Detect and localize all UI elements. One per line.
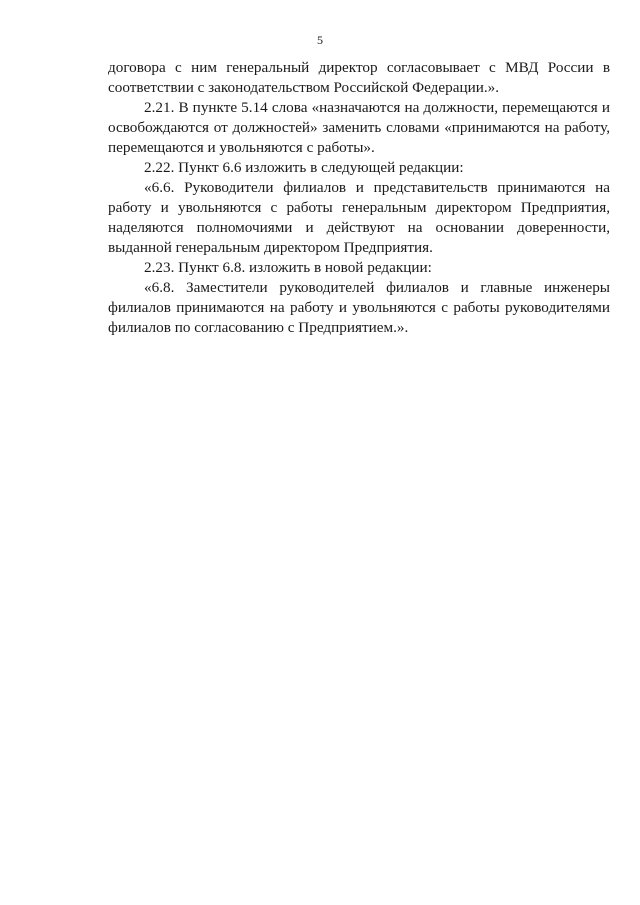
paragraph-continuation: договора с ним генеральный директор согласовывает с МВД России в соответствии с законодательством Российской Федерации.».	[108, 59, 610, 96]
document-body	[108, 58, 610, 338]
page-number: 5	[317, 33, 323, 47]
paragraph-2-21: 2.21. В пункте 5.14 слова «назначаются на должности, перемещаются и освобождаются от должностей» заменить словами «принимаются на работу, перемещаются и увольняются с работы».	[108, 99, 610, 156]
paragraph-6-8: «6.8. Заместители руководителей филиалов и главные инженеры филиалов принимаются на работу и увольняются с работы руководителями филиалов по согласованию с Предприятием.».	[108, 279, 610, 336]
paragraph-6-6: «6.6. Руководители филиалов и представительств принимаются на работу и увольняются с работы генеральным директором Предприятия, наделяются полномочиями и действуют на основании доверенности, выданной генеральным директором Предприятия.	[108, 179, 610, 256]
paragraph-2-22: 2.22. Пункт 6.6 изложить в следующей редакции:	[144, 159, 464, 176]
paragraph-2-23: 2.23. Пункт 6.8. изложить в новой редакции:	[144, 259, 432, 276]
